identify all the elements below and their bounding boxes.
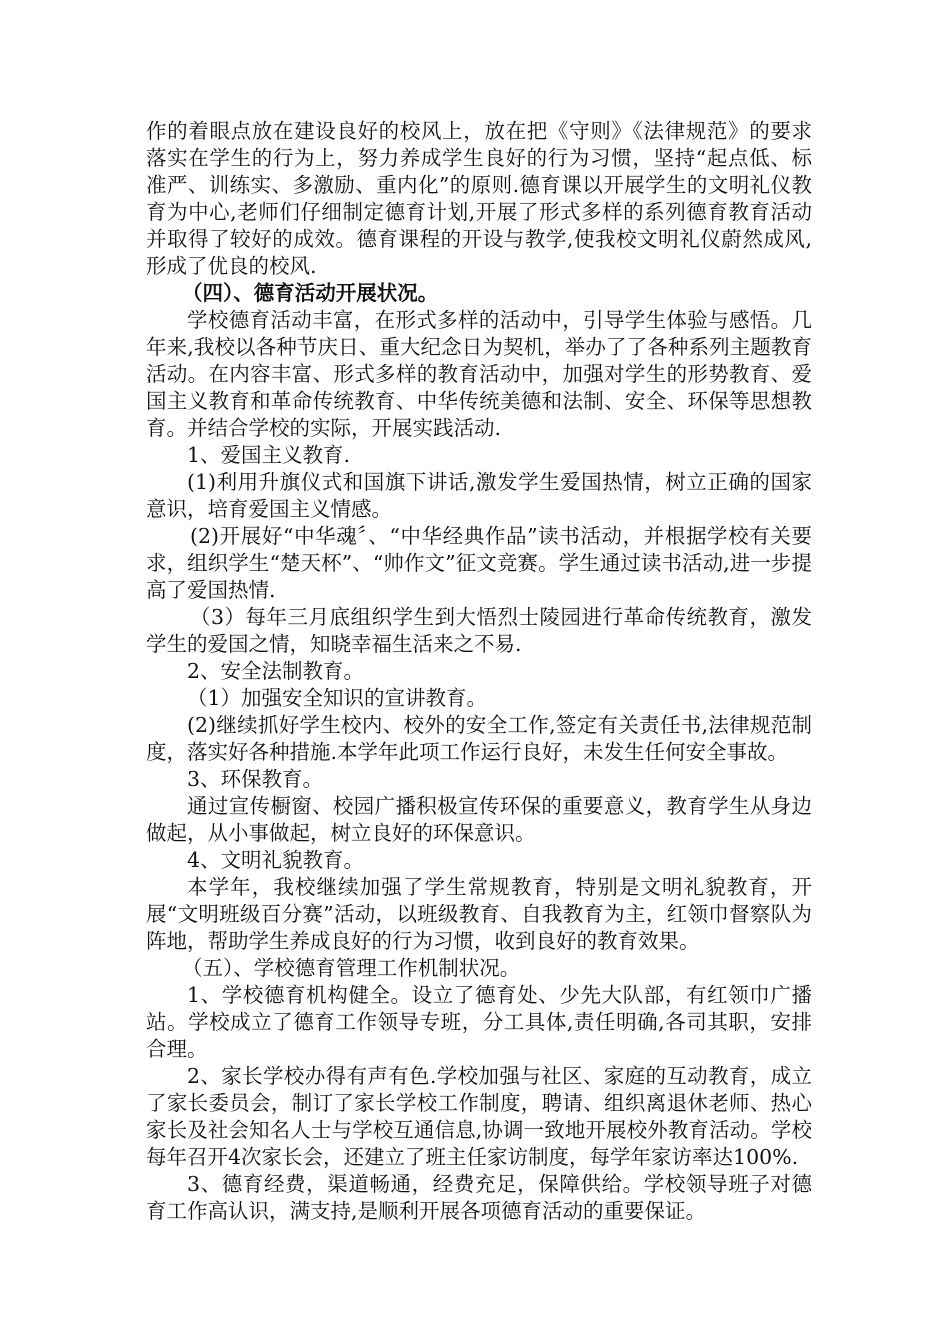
paragraph-mechanism-3: 3、德育经费，渠道畅通，经费充足，保障供给。学校领导班子对德育工作高认识，满支持,是顺利开展各项德育活动的重要保证。 <box>146 1172 812 1223</box>
subheading-civility: 4、文明礼貌教育。 <box>187 848 365 872</box>
subheading-safety-law: 2、安全法制教育。 <box>187 659 365 683</box>
paragraph-intro-continuation: 作的着眼点放在建设良好的校风上，放在把《守则》《法律规范》的要求落实在学生的行为上，努力养成学生良好的行为习惯，坚持“起点低、标准严、训练实、多激励、重内化”的原则.德育课以开展学生的文明礼仪教育为中心,老师们仔细制定德育计划,开展了形式多样的系列德育教育活动并取得了较好的成效。德育课程的开设与教学,使我校文明礼仪蔚然成风,形成了优良的校风. <box>146 119 812 278</box>
section-heading-four: （四）、德育活动开展状况。 <box>182 281 439 305</box>
paragraph-safety-2: (2)继续抓好学生校内、校外的安全工作,签定有关责任书,法律规范制度，落实好各种措施.本学年此项工作运行良好，未发生任何安全事故。 <box>146 713 812 764</box>
paragraph-environment: 通过宣传橱窗、校园广播积极宣传环保的重要意义，教育学生从身边做起，从小事做起，树立良好的环保意识。 <box>146 794 812 845</box>
paragraph-mechanism-1: 1、学校德育机构健全。设立了德育处、少先大队部，有红领巾广播站。学校成立了德育工作领导专班，分工具体,责任明确,各司其职，安排合理。 <box>146 983 812 1061</box>
paragraph-patriotism-3: （3）每年三月底组织学生到大悟烈士陵园进行革命传统教育，激发学生的爱国之情，知晓幸福生活来之不易. <box>146 605 812 656</box>
paragraph-patriotism-1: (1)利用升旗仪式和国旗下讲话,激发学生爱国热情，树立正确的国家意识，培育爱国主义情感。 <box>146 470 812 521</box>
subheading-environment: 3、环保教育。 <box>187 767 324 791</box>
subheading-patriotism: 1、爱国主义教育. <box>187 443 351 467</box>
paragraph-mechanism-2: 2、家长学校办得有声有色.学校加强与社区、家庭的互动教育，成立了家长委员会，制订了家长学校工作制度，聘请、组织离退休老师、热心家长及社会知名人士与学校互通信息,协调一致地开展校外教育活动。学校每年召开4次家长会，还建立了班主任家访制度，每学年家访率达100%. <box>146 1064 812 1169</box>
document-page <box>146 118 812 1225</box>
paragraph-patriotism-2: (2)开展好“中华魂〞、“中华经典作品”读书活动，并根据学校有关要求，组织学生“楚天杯”、“帅作文”征文竞赛。学生通过读书活动,进一步提高了爱国热情. <box>146 524 812 602</box>
paragraph-safety-1: （1）加强安全知识的宣讲教育。 <box>187 686 488 710</box>
paragraph-civility: 本学年，我校继续加强了学生常规教育，特别是文明礼貌教育，开展“文明班级百分赛”活动，以班级教育、自我教育为主，红领巾督察队为阵地，帮助学生养成良好的行为习惯，收到良好的教育效果。 <box>146 875 812 953</box>
section-heading-five: （五）、学校德育管理工作机制状况。 <box>182 956 521 980</box>
paragraph-activities-overview: 学校德育活动丰富，在形式多样的活动中，引导学生体验与感悟。几年来,我校以各种节庆日、重大纪念日为契机，举办了了各种系列主题教育活动。在内容丰富、形式多样的教育活动中，加强对学生的形势教育、爱国主义教育和革命传统教育、中华传统美德和法制、安全、环保等思想教育。并结合学校的实际，开展实践活动. <box>146 308 812 440</box>
